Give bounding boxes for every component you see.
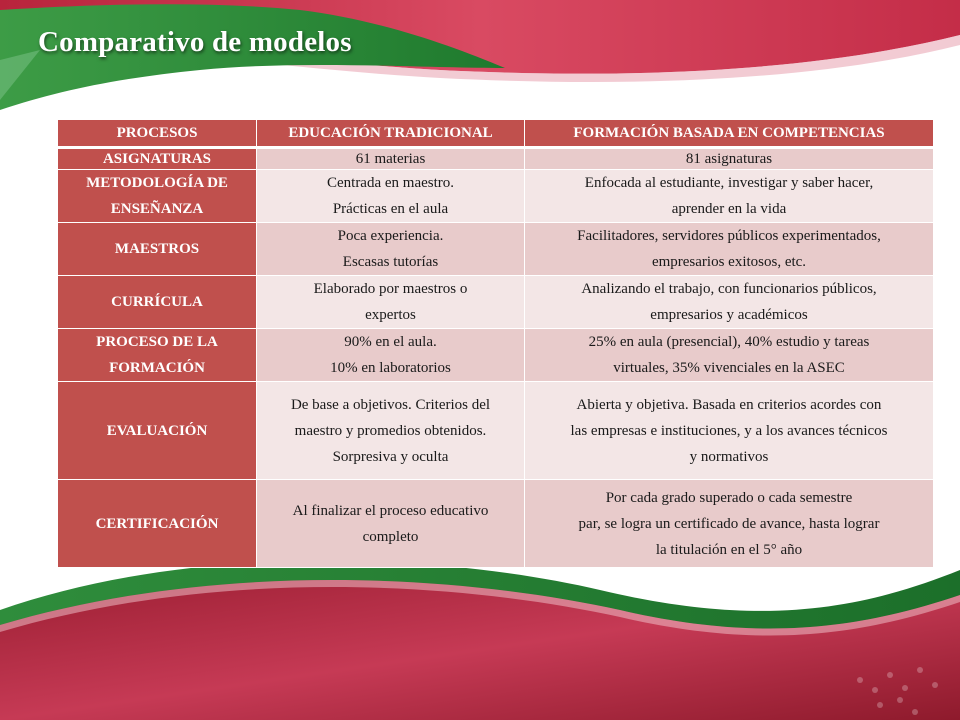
- cell-line: completo: [362, 528, 419, 545]
- competencies-cell: [525, 480, 934, 568]
- header-formacion-competencias: FORMACIÓN BASADA EN COMPETENCIAS: [525, 120, 934, 148]
- cell-line: Abierta y objetiva. Basada en criterios acordes con: [576, 396, 882, 413]
- traditional-cell: [257, 382, 525, 480]
- traditional-cell: [257, 480, 525, 568]
- cell-line: empresarios y académicos: [650, 307, 808, 323]
- cell-line: Poca experiencia.: [337, 228, 444, 244]
- cell-line: Escasas tutorías: [342, 254, 439, 270]
- cell-line: Al finalizar el proceso educativo: [292, 502, 489, 519]
- cell-line: y normativos: [689, 448, 769, 465]
- traditional-cell: [257, 223, 525, 276]
- cell-line: par, se logra un certificado de avance, hasta lograr: [578, 515, 880, 532]
- competencies-cell: [525, 148, 934, 170]
- cell-line: Por cada grado superado o cada semestre: [605, 489, 853, 506]
- cell-line: Sorpresiva y oculta: [332, 448, 449, 465]
- table-row: [58, 276, 934, 329]
- slide-title: Comparativo de modelos: [38, 26, 352, 58]
- traditional-cell: [257, 276, 525, 329]
- cell-line: 25% en aula (presencial), 40% estudio y tareas: [588, 334, 870, 350]
- competencies-cell: [525, 382, 934, 480]
- table-row: [58, 382, 934, 480]
- cell-line: Enfocada al estudiante, investigar y saber hacer,: [584, 175, 874, 191]
- row-label: EVALUACIÓN: [58, 382, 257, 480]
- cell-line: virtuales, 35% vivenciales en la ASEC: [613, 360, 845, 376]
- cell-line: Centrada en maestro.: [326, 175, 455, 191]
- row-label: PROCESO DE LA FORMACIÓN: [58, 329, 257, 382]
- traditional-cell: [257, 170, 525, 223]
- table-header-row: [58, 120, 934, 148]
- cell-line: 81 asignaturas: [685, 151, 773, 167]
- row-label: ASIGNATURAS: [58, 148, 257, 170]
- row-label: CURRÍCULA: [58, 276, 257, 329]
- traditional-cell: [257, 329, 525, 382]
- table-row: [58, 170, 934, 223]
- comparison-table: [57, 119, 934, 568]
- competencies-cell: [525, 329, 934, 382]
- row-label: CERTIFICACIÓN: [58, 480, 257, 568]
- cell-line: empresarios exitosos, etc.: [651, 254, 807, 270]
- cell-line: 61 materias: [355, 151, 426, 167]
- header-educacion-tradicional: EDUCACIÓN TRADICIONAL: [257, 120, 525, 148]
- cell-line: la titulación en el 5° año: [655, 541, 803, 558]
- cell-line: Elaborado por maestros o: [313, 281, 468, 297]
- competencies-cell: [525, 170, 934, 223]
- cell-line: Facilitadores, servidores públicos experimentados,: [577, 228, 881, 244]
- cell-line: Prácticas en el aula: [332, 201, 449, 217]
- cell-line: Analizando el trabajo, con funcionarios públicos,: [581, 281, 877, 297]
- cell-line: aprender en la vida: [671, 201, 787, 217]
- cell-line: expertos: [365, 307, 416, 323]
- table-row: [58, 480, 934, 568]
- competencies-cell: [525, 276, 934, 329]
- cell-line: 10% en laboratorios: [330, 360, 451, 376]
- traditional-cell: [257, 148, 525, 170]
- header-procesos: PROCESOS: [58, 120, 257, 148]
- row-label: MAESTROS: [58, 223, 257, 276]
- row-label: METODOLOGÍA DE ENSEÑANZA: [58, 170, 257, 223]
- cell-line: De base a objetivos. Criterios del: [290, 396, 491, 413]
- table-row: [58, 223, 934, 276]
- competencies-cell: [525, 223, 934, 276]
- cell-line: 90% en el aula.: [344, 334, 437, 350]
- table-row: [58, 329, 934, 382]
- cell-line: las empresas e instituciones, y a los avances técnicos: [570, 422, 888, 439]
- table-row: [58, 148, 934, 170]
- cell-line: maestro y promedios obtenidos.: [294, 422, 487, 439]
